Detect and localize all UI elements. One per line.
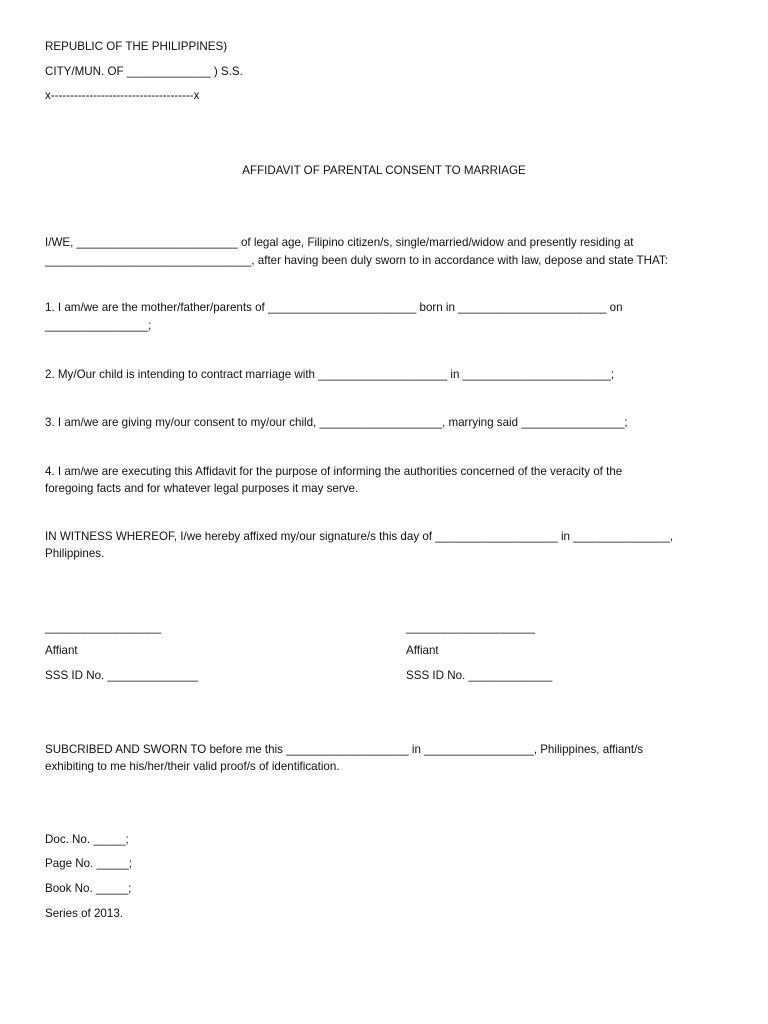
page-number: Page No. _____;	[45, 857, 133, 870]
affiant-label-left: Affiant	[45, 644, 78, 657]
affiant-label-right: Affiant	[406, 644, 439, 657]
sss-id-right: SSS ID No. _____________	[406, 669, 553, 682]
series-year: Series of 2013.	[45, 907, 123, 920]
paragraph-1-line-1: 1. I am/we are the mother/father/parents of _______________________ born in _______________________ on	[45, 301, 623, 314]
intro-line-1: I/WE, _________________________ of legal age, Filipino citizen/s, single/married/widow and presently residing at	[45, 236, 634, 249]
signature-line-left: __________________	[45, 621, 162, 634]
paragraph-2: 2. My/Our child is intending to contract marriage with ____________________ in _______________________;	[45, 368, 615, 381]
header-separator: x-------------------------------------x	[45, 89, 200, 102]
intro-line-2: ________________________________, after having been duly sworn to in accordance with law, depose and state THAT:	[45, 254, 668, 267]
paragraph-3: 3. I am/we are giving my/our consent to my/our child, ___________________, marrying said ________________;	[45, 416, 628, 429]
paragraph-1-line-2: ________________;	[45, 319, 152, 332]
witness-line-2: Philippines.	[45, 547, 105, 560]
paragraph-4-line-2: foregoing facts and for whatever legal purposes it may serve.	[45, 482, 359, 495]
jurat-line-2: exhibiting to me his/her/their valid proof/s of identification.	[45, 760, 340, 773]
header-city-mun: CITY/MUN. OF _____________ ) S.S.	[45, 65, 243, 78]
signature-line-right: ____________________	[406, 621, 535, 634]
doc-number: Doc. No. _____;	[45, 833, 129, 846]
sss-id-left: SSS ID No. ______________	[45, 669, 198, 682]
witness-line-1: IN WITNESS WHEREOF, I/we hereby affixed my/our signature/s this day of ___________________ in _______________,	[45, 530, 674, 543]
jurat-line-1: SUBCRIBED AND SWORN TO before me this ___________________ in _________________, Philippines, affiant/s	[45, 743, 644, 756]
book-number: Book No. _____;	[45, 882, 132, 895]
paragraph-4-line-1: 4. I am/we are executing this Affidavit for the purpose of informing the authorities concerned of the veracity of the	[45, 465, 623, 478]
header-republic: REPUBLIC OF THE PHILIPPINES)	[45, 40, 228, 53]
document-title: AFFIDAVIT OF PARENTAL CONSENT TO MARRIAGE	[242, 164, 526, 177]
